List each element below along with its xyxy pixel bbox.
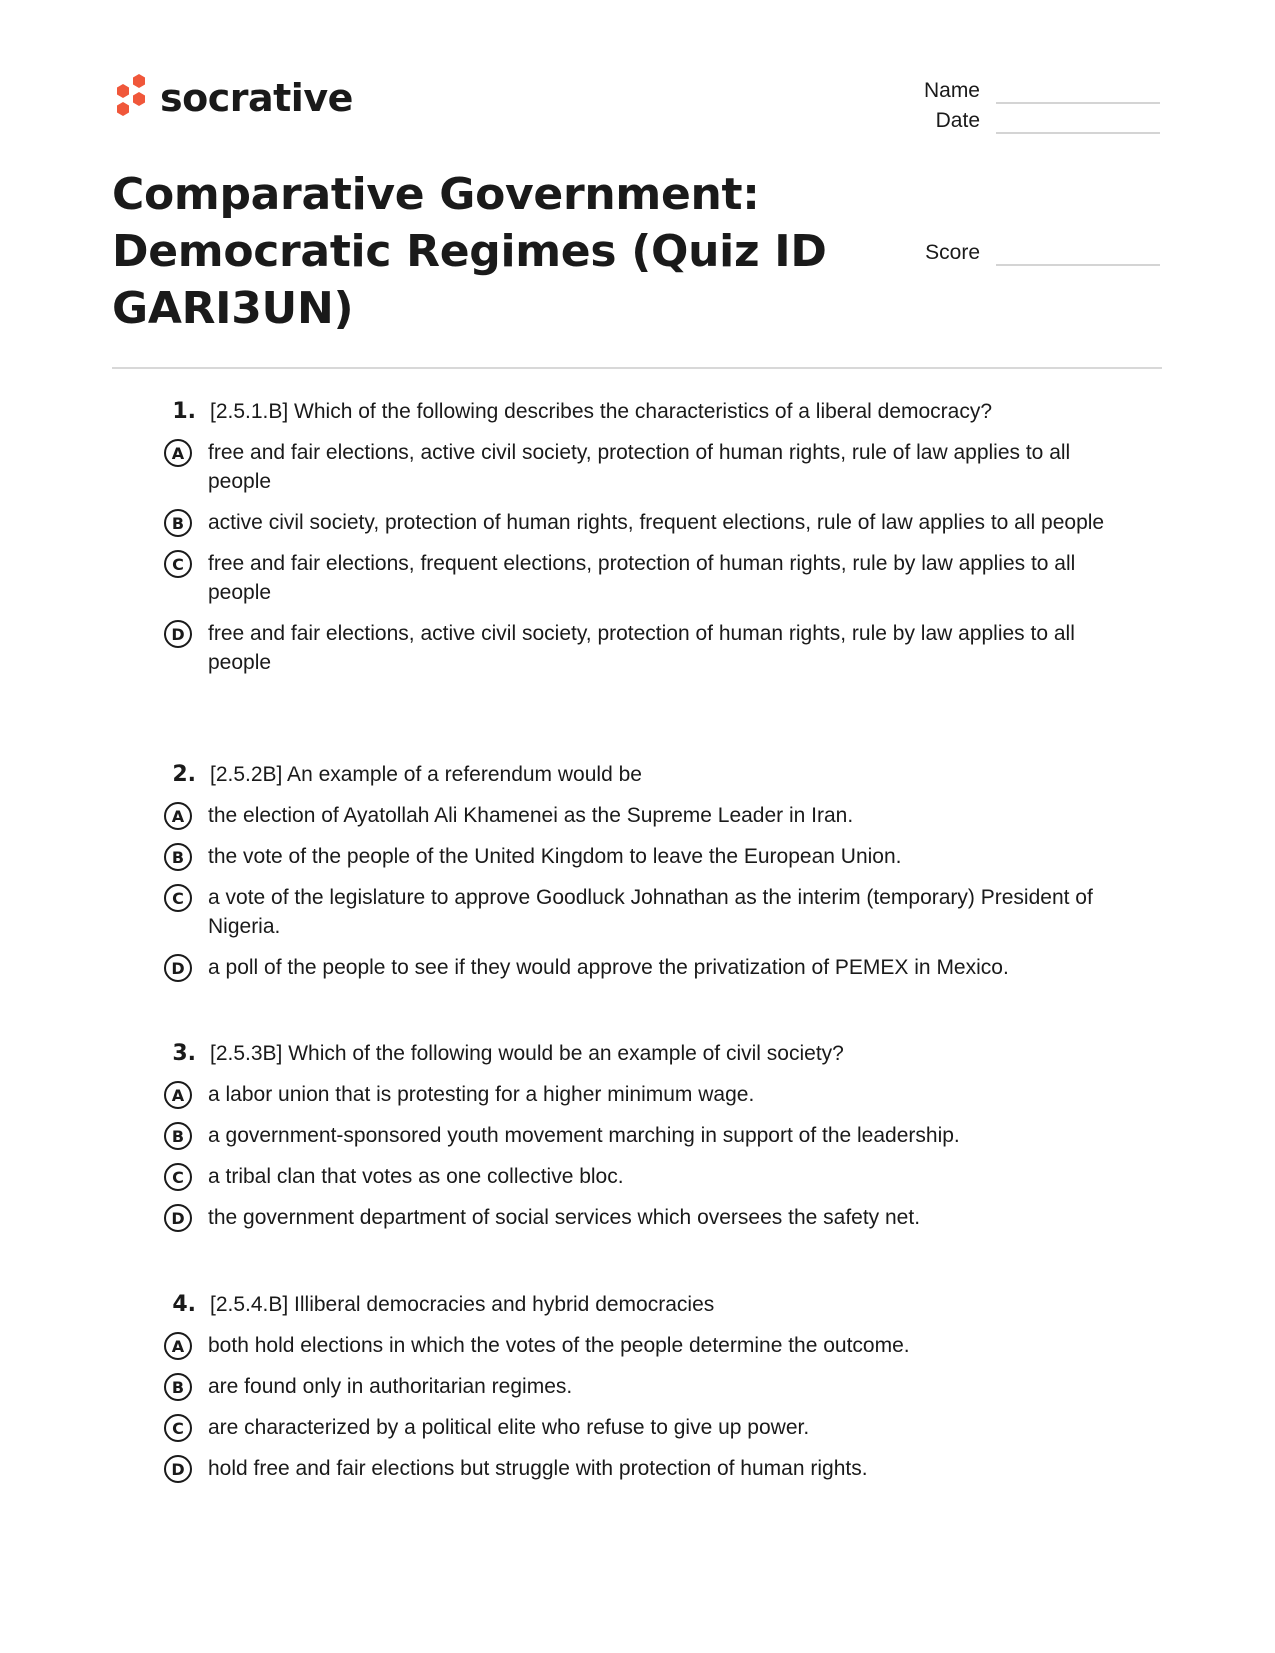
option-c (164, 1413, 1164, 1442)
option-text: a labor union that is protesting for a higher minimum wage. (208, 1083, 755, 1106)
option-text: a vote of the legislature to approve Goodluck Johnathan as the interim (temporary) President of Nigeria. (208, 886, 1093, 938)
question-text: [2.5.4.B] Illiberal democracies and hybrid democracies (210, 1293, 715, 1316)
option-letter: C (164, 550, 192, 578)
option-a (164, 801, 1164, 830)
option-letter: A (164, 1081, 192, 1109)
option-d (164, 1203, 1164, 1232)
option-letter: D (164, 1204, 192, 1232)
question-4 (164, 1291, 1164, 1483)
option-text: both hold elections in which the votes of the people determine the outcome. (208, 1334, 910, 1357)
option-text: the election of Ayatollah Ali Khamenei as the Supreme Leader in Iran. (208, 804, 854, 827)
option-letter: B (164, 509, 192, 537)
option-d (164, 619, 1164, 677)
date-field (880, 104, 1160, 134)
quiz-title: Comparative Government: Democratic Regimes (Quiz ID GARI3UN) (112, 169, 827, 334)
name-label: Name (923, 79, 980, 102)
question-1 (164, 398, 1164, 677)
option-text: free and fair elections, active civil society, protection of human rights, rule of law applies to all people (208, 441, 1071, 493)
option-letter: C (164, 884, 192, 912)
option-a (164, 438, 1164, 496)
brand-name: socrative (160, 76, 353, 120)
option-text: a government-sponsored youth movement marching in support of the leadership. (208, 1124, 960, 1147)
option-c (164, 883, 1164, 941)
option-letter: D (164, 1455, 192, 1483)
option-b (164, 508, 1164, 537)
option-b (164, 1121, 1164, 1150)
option-letter: A (164, 439, 192, 467)
option-letter: B (164, 843, 192, 871)
name-field (880, 74, 1160, 104)
option-letter: B (164, 1122, 192, 1150)
option-text: are characterized by a political elite who refuse to give up power. (208, 1416, 810, 1439)
question-number: 4. (172, 1292, 196, 1317)
question-text: [2.5.1.B] Which of the following describes the characteristics of a liberal democracy? (210, 400, 993, 423)
option-letter: C (164, 1163, 192, 1191)
score-field (880, 236, 1160, 266)
option-a (164, 1331, 1164, 1360)
option-text: are found only in authoritarian regimes. (208, 1375, 573, 1398)
score-line (996, 242, 1160, 266)
score-label: Score (925, 241, 980, 264)
option-text: free and fair elections, frequent elections, protection of human rights, rule by law applies to all people (208, 552, 1076, 604)
option-letter: A (164, 802, 192, 830)
option-letter: B (164, 1373, 192, 1401)
question-2 (164, 761, 1164, 982)
option-c (164, 549, 1164, 607)
option-text: hold free and fair elections but struggle with protection of human rights. (208, 1457, 868, 1480)
header-divider (112, 367, 1162, 369)
option-c (164, 1162, 1164, 1191)
question-number: 1. (172, 399, 196, 424)
option-letter: A (164, 1332, 192, 1360)
option-text: a tribal clan that votes as one collective bloc. (208, 1165, 624, 1188)
option-text: a poll of the people to see if they would approve the privatization of PEMEX in Mexico. (208, 956, 1009, 979)
option-b (164, 1372, 1164, 1401)
option-text: free and fair elections, active civil society, protection of human rights, rule by law applies to all people (208, 622, 1075, 674)
option-d (164, 953, 1164, 982)
question-text: [2.5.2B] An example of a referendum would be (210, 763, 642, 786)
option-text: the government department of social services which oversees the safety net. (208, 1206, 921, 1229)
option-b (164, 842, 1164, 871)
name-line (996, 80, 1160, 104)
question-text: [2.5.3B] Which of the following would be an example of civil society? (210, 1042, 844, 1065)
option-text: active civil society, protection of human rights, frequent elections, rule of law applies to all people (208, 511, 1105, 534)
option-letter: C (164, 1414, 192, 1442)
brand-logo (112, 72, 353, 124)
option-letter: D (164, 954, 192, 982)
question-number: 2. (172, 762, 196, 787)
question-3 (164, 1040, 1164, 1232)
option-d (164, 1454, 1164, 1483)
option-a (164, 1080, 1164, 1109)
date-line (996, 110, 1160, 134)
option-letter: D (164, 620, 192, 648)
option-text: the vote of the people of the United Kingdom to leave the European Union. (208, 845, 902, 868)
question-number: 3. (172, 1041, 196, 1066)
date-label: Date (935, 109, 980, 132)
socrative-logo-icon (112, 72, 150, 124)
